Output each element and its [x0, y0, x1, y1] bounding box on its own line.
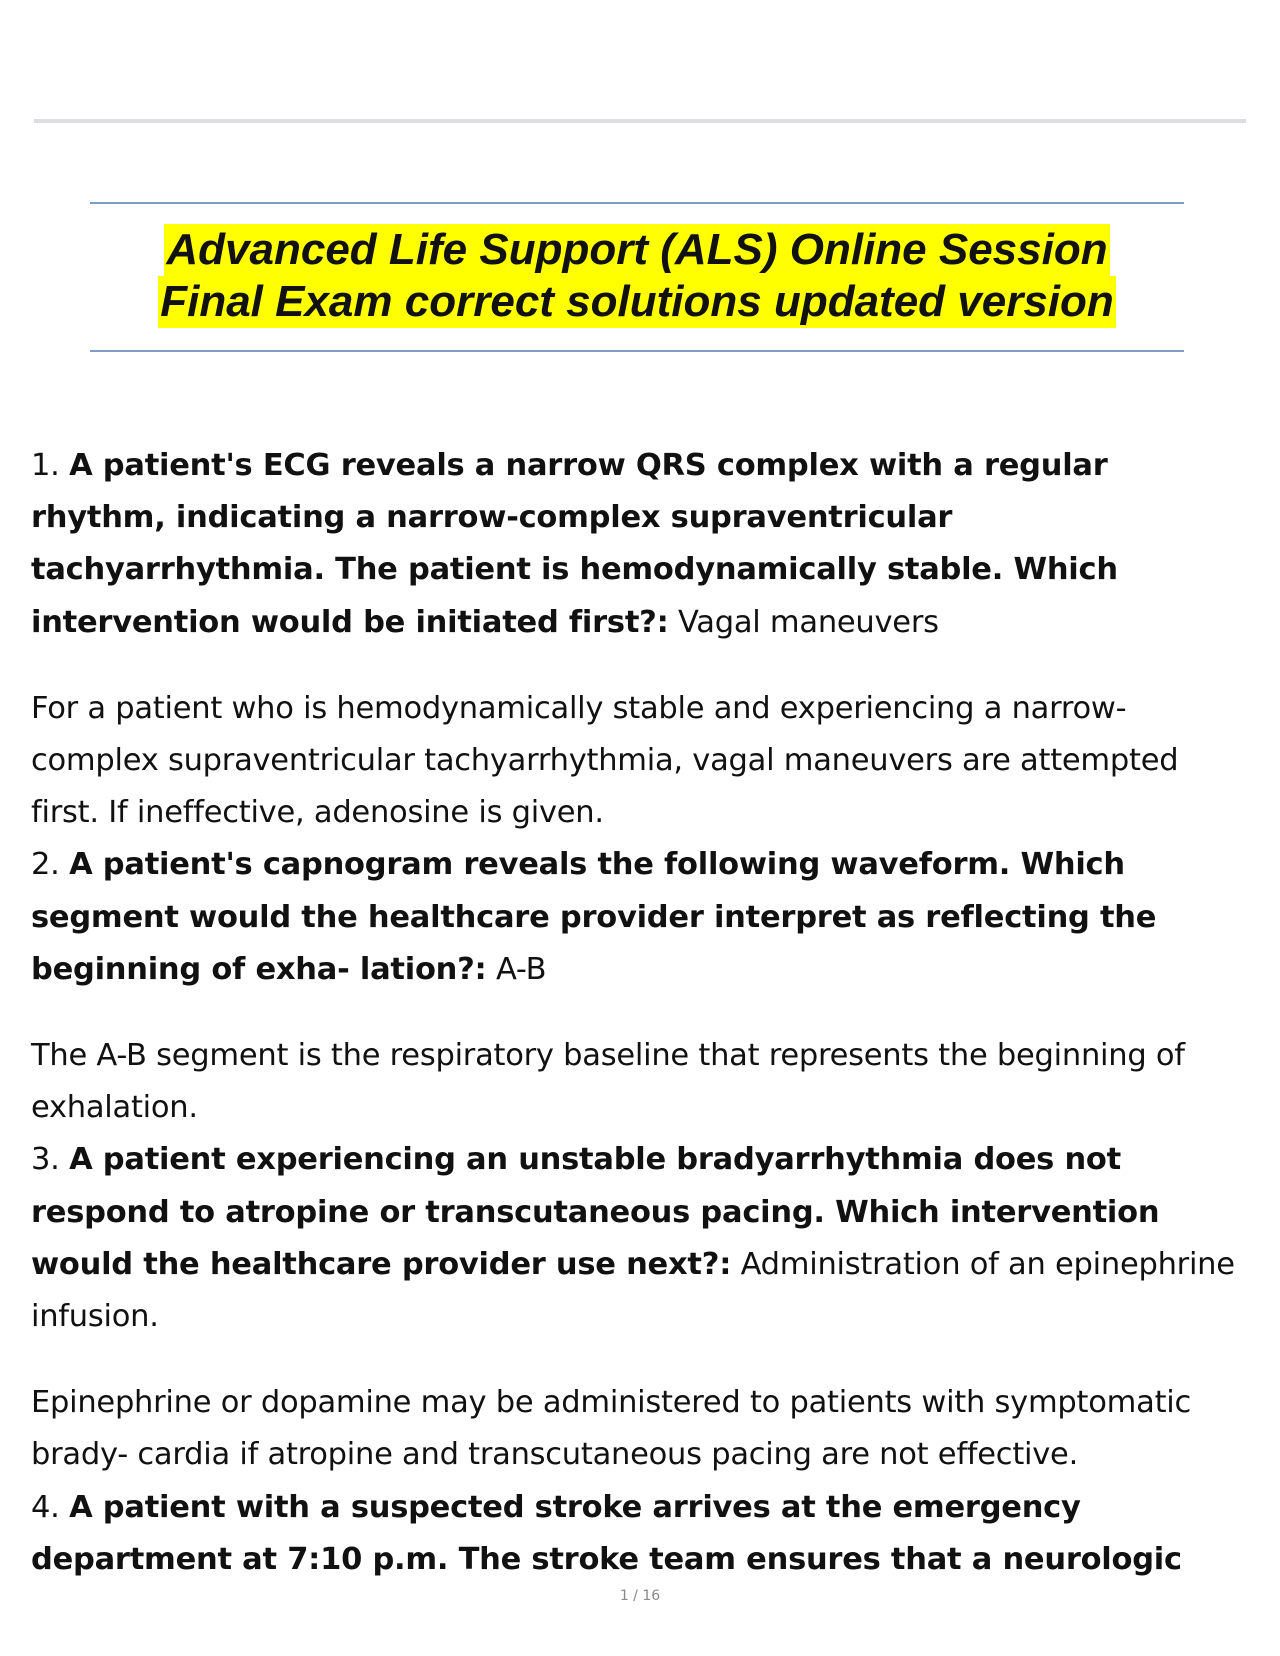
- question-item: [31, 839, 1251, 996]
- question-text: A patient with a suspected stroke arrives at the emergency department at 7:10 p.m. The stroke team ensures that a neurologic: [31, 1489, 1182, 1577]
- question-number: 1.: [31, 448, 60, 483]
- question-number: 3.: [31, 1142, 60, 1178]
- page-indicator: 1 / 16: [619, 1588, 661, 1604]
- question-number: 4.: [31, 1489, 60, 1525]
- title-line-1: Advanced Life Support (ALS) Online Session: [166, 225, 1108, 274]
- question-item: [31, 440, 1251, 649]
- question-answer: Administration of an epinephrine infusion.: [31, 1246, 1235, 1335]
- question-text: A patient's capnogram reveals the following waveform. Which segment would the healthcare provider interpret as reflecting the beginning of exha- lation?:: [31, 847, 1157, 987]
- header-divider: [34, 119, 1246, 123]
- title-line-2: Final Exam correct solutions updated version: [160, 277, 1114, 326]
- question-answer: A-B: [495, 951, 547, 987]
- title-bottom-rule: [90, 350, 1184, 352]
- title-top-rule: [90, 202, 1184, 204]
- document-body: [31, 440, 1251, 1586]
- question-text: A patient experiencing an unstable bradyarrhythmia does not respond to atropine or transcutaneous pacing. Which intervention would the healthcare provider use next?:: [31, 1142, 1160, 1282]
- question-item: [31, 1134, 1251, 1343]
- answer-explanation: Epinephrine or dopamine may be administered to patients with symptomatic brady- cardia if atropine and transcutaneous pacing are not effective.: [31, 1385, 1192, 1473]
- question-text: A patient's ECG reveals a narrow QRS complex with a regular rhythm, indicating a narrow-complex supraventricular tachyarrhythmia. The patient is hemodynamically stable. Which intervention would be initiated first?:: [31, 448, 1118, 640]
- question-item: [31, 1482, 1251, 1586]
- document-title: [90, 224, 1184, 328]
- question-answer: Vagal maneuvers: [678, 604, 939, 640]
- answer-explanation: For a patient who is hemodynamically stable and experiencing a narrow-complex supraventricular tachyarrhythmia, vagal maneuvers are attempted first. If ineffective, adenosine is given.: [31, 690, 1179, 831]
- question-number: 2.: [31, 847, 60, 883]
- answer-explanation: The A-B segment is the respiratory baseline that represents the beginning of exhalation.: [31, 1038, 1185, 1126]
